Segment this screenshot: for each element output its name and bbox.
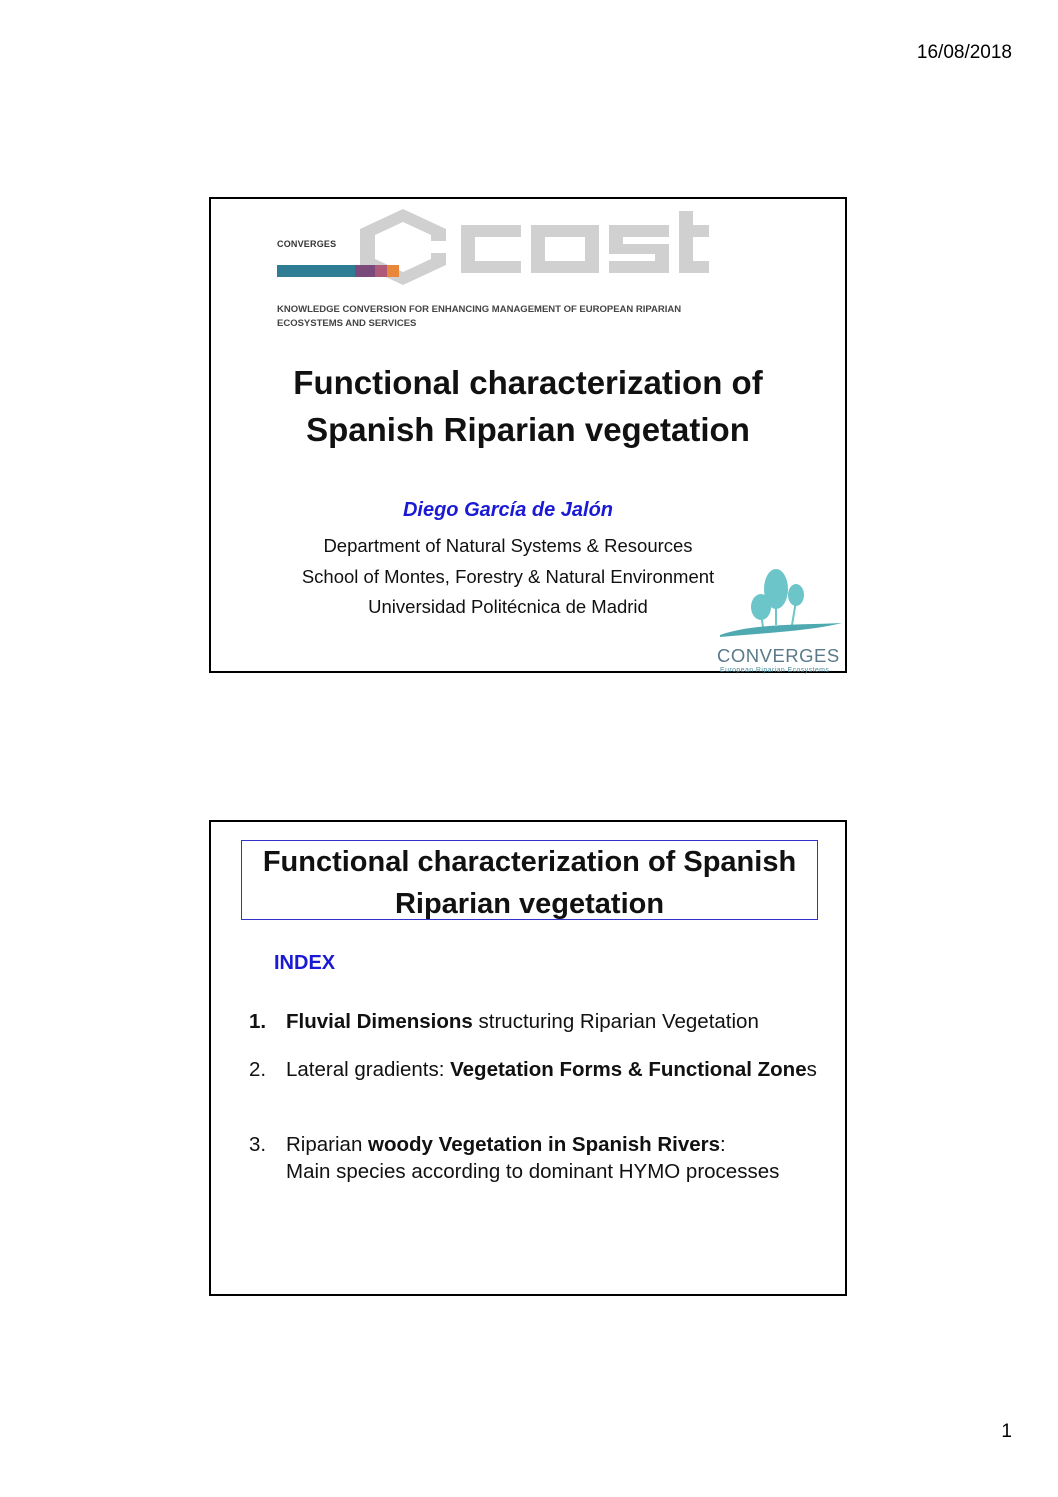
slide2-title bbox=[241, 840, 818, 920]
index-item-tail: s bbox=[806, 1058, 817, 1081]
cost-tagline: KNOWLEDGE CONVERSION FOR ENHANCING MANAGEMENT OF EUROPEAN RIPARIAN ECOSYSTEMS AND SERVICES bbox=[277, 304, 682, 329]
index-item-tail: : bbox=[720, 1133, 726, 1156]
slide2-title-line2: Riparian vegetation bbox=[394, 888, 665, 920]
index-item-number: 2. bbox=[249, 1058, 267, 1081]
cost-logo-block bbox=[275, 207, 775, 327]
index-item-bold: Fluvial Dimensions bbox=[286, 1010, 473, 1033]
index-item-text bbox=[286, 1056, 831, 1083]
affiliation-department: Department of Natural Systems & Resources bbox=[323, 535, 693, 556]
index-item-text bbox=[286, 1131, 831, 1185]
slide-title bbox=[209, 197, 847, 673]
slide1-title-line1: Functional characterization of bbox=[293, 364, 763, 401]
index-item-lead: Riparian bbox=[286, 1133, 369, 1156]
slide-index bbox=[209, 820, 847, 1296]
index-item-lead: Lateral gradients: bbox=[286, 1058, 451, 1081]
index-item-bold: Vegetation Forms & Functional Zone bbox=[450, 1058, 807, 1081]
index-item-number: 1. bbox=[249, 1010, 267, 1033]
header-date: 16/08/2018 bbox=[916, 42, 1012, 63]
index-item-bold: woody Vegetation in Spanish Rivers bbox=[368, 1133, 721, 1156]
page-number: 1 bbox=[1001, 1421, 1012, 1442]
cost-logo-icon bbox=[351, 207, 771, 287]
author-name: Diego García de Jalón bbox=[402, 499, 614, 521]
cost-color-bar bbox=[277, 265, 399, 277]
index-item-number: 3. bbox=[249, 1133, 267, 1156]
affiliation-school: School of Montes, Forestry & Natural Environment bbox=[301, 566, 715, 587]
converges-logo-subtext: European Riparian Ecosystems bbox=[720, 667, 830, 674]
index-label: INDEX bbox=[274, 952, 336, 974]
slide2-title-line1: Functional characterization of Spanish bbox=[262, 846, 797, 878]
slide1-title bbox=[211, 359, 845, 453]
cost-converges-label: CONVERGES bbox=[277, 239, 337, 249]
slide1-title-line2: Spanish Riparian vegetation bbox=[306, 411, 750, 448]
index-item-text bbox=[286, 1008, 831, 1035]
index-item-line2: Main species according to dominant HYMO processes bbox=[286, 1160, 780, 1183]
index-item-rest: structuring Riparian Vegetation bbox=[472, 1010, 759, 1033]
converges-logo-text: CONVERGES bbox=[717, 645, 840, 666]
affiliation-university: Universidad Politécnica de Madrid bbox=[368, 596, 648, 617]
